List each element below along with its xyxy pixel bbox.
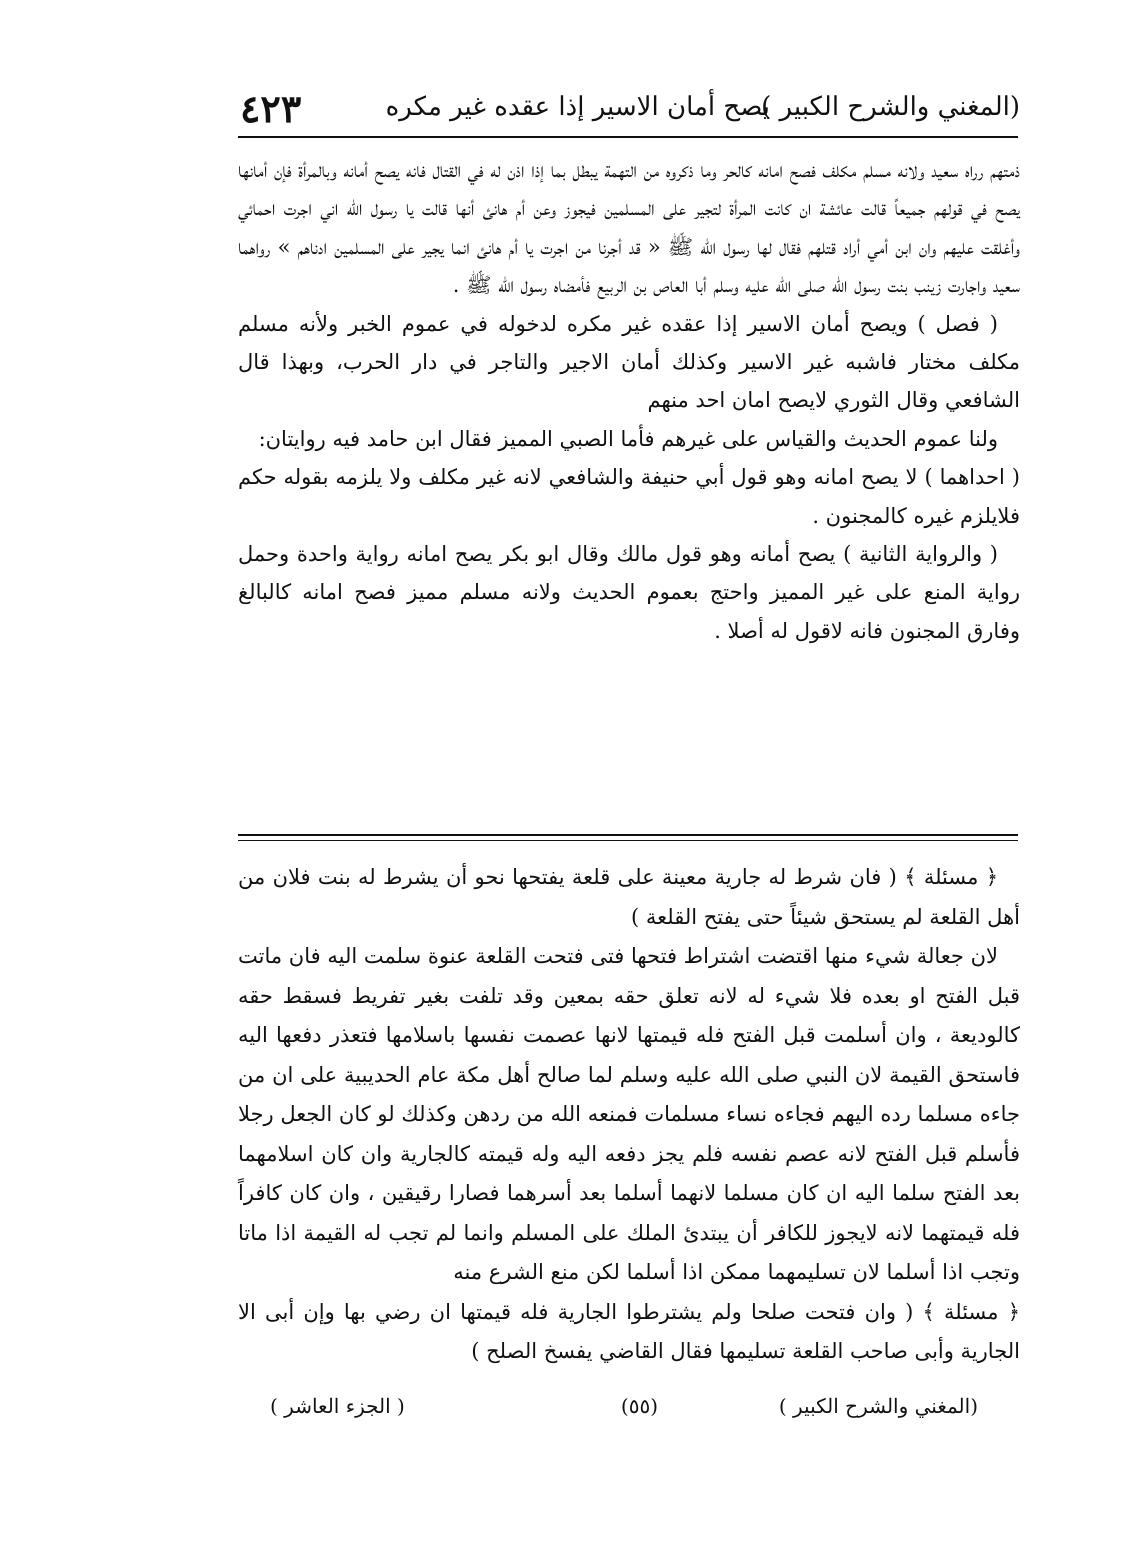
section-divider-bottom [238,840,1018,841]
note-paragraph: لان جعالة شيء منها اقتضت اشتراط فتحها فتى فتحت القلعة عنوة سلمت اليه فان ماتت قبل الفتح او بعده فلا شيء له لانه تعلق حقه بمعين وقد تلفت بغير تفريط فسقط حقه كالوديعة ، وان أسلمت قبل الفتح فله قيمتها لانها عصمت نفسها باسلامها فتعذر دفعها اليه فاستحق القيمة لان النبي صلى الله عليه وسلم لما صالح أهل مكة عام الحديبية على ان من جاءه مسلما رده اليهم فجاءه نساء مسلمات فمنعه الله من ردهن وكذلك لو كان الجعل رجلا فأسلم قبل الفتح لانه عصم نفسه فلم يجز دفعه اليه وله قيمته كالجارية وان كان اسلامهما بعد الفتح سلما اليه ان كان مسلما لانهما أسلما بعد أسرهما فصارا رقيقين ، وان كان كافراً فله قيمتهما لانه لايجوز للكافر أن يبتدئ الملك على المسلم وانما لم تجب له القيمة اذا ماتا وتجب اذا أسلما لان تسليمهما ممكن اذا أسلما لكن منع الشرع منه [238,944,1020,1284]
main-text [238,151,1020,650]
page-number: ٤٢٣ [240,86,302,131]
header-section-title: يصح أمان الاسير إذا عقده غير مكره [385,92,770,122]
main-paragraph: ولنا عموم الحديث والقياس على غيرهم فأما الصبي المميز فقال ابن حامد فيه روايتان: [258,426,998,451]
commentary-text [238,858,1020,1372]
footer-signature: (٥٥) [620,1394,658,1418]
section-divider-top [238,834,1018,836]
main-paragraph: ( والرواية الثانية ) يصح أمانه وهو قول مالك وقال ابو بكر يصح امانه رواية واحدة وحمل رواية المنع على غير المميز واحتج بعموم الحديث ولانه مسلم مميز فصح امانه كالبالغ وفارق المجنون فانه لاقول له أصلا . [238,542,1020,643]
main-paragraph: ( فصل ) ويصح أمان الاسير إذا عقده غير مكره لدخوله في عموم الخبر ولأنه مسلم مكلف مختار فاشبه غير الاسير وكذلك أمان الاجير والتاجر في دار الحرب، وبهذا قال الشافعي وقال الثوري لايصح امان احد منهم [238,311,1020,413]
header-rule [238,136,1018,138]
note-paragraph: ﴿ مسئلة ﴾ ( وان فتحت صلحا ولم يشترطوا الجارية فله قيمتها ان رضي بها وإن أبى الا الجارية وأبى صاحب القلعة تسليمها فقال القاضي يفسخ الصلح ) [238,1299,1020,1363]
running-header [240,86,1020,136]
page-footer [238,1394,1018,1430]
footer-volume: ( الجزء العاشر ) [270,1394,405,1418]
footer-book-title: (المغني والشرح الكبير ) [778,1394,978,1418]
main-paragraph: ( احداهما ) لا يصح امانه وهو قول أبي حنيفة والشافعي لانه غير مكلف ولا يلزمه بقوله حكم فلايلزم غيره كالمجنون . [238,465,1020,528]
note-paragraph: ﴿ مسئلة ﴾ ( فان شرط له جارية معينة على قلعة يفتحها نحو أن يشرط له بنت فلان من أهل القلعة لم يستحق شيئاً حتى يفتح القلعة ) [238,865,1020,929]
header-book-title: (المغني والشرح الكبير ) [761,92,1020,122]
main-paragraph: ذمتهم رراه سعيد ولانه مسلم مكلف فصح امانه كالحر وما ذكروه من التهمة يبطل بما إذا اذن له في القتال فانه يصح أمانه وبالمرأة فإن أمانها يصح في قولهم جميعاً قالت عائشة ان كانت المرأة لتجير على المسلمين فيجوز وعن أم هانئ أنها قالت يا رسول الله اني اجرت احمائي وأغلقت عليهم وان ابن أمي أراد قتلهم فقال لها رسول الله ﷺ « قد أجرنا من اجرت يا أم هانئ انما يجير على المسلمين ادناهم » رواهما سعيد واجارت زينب بنت رسول الله صلى الله عليه وسلم أبا العاص بن الربيع فأمضاه رسول الله ﷺ . [238,158,1020,298]
